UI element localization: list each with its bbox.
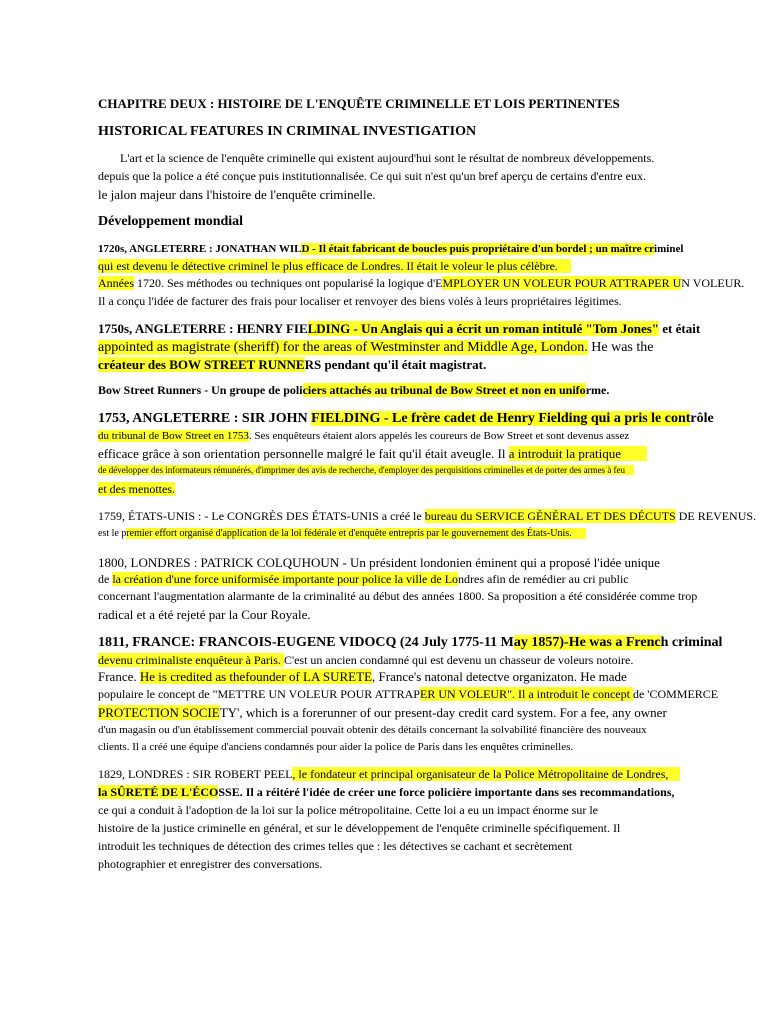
text-run: rme. bbox=[585, 383, 610, 397]
highlighted-text: ciers attachés au tribunal de Bow Street et non en unifo bbox=[302, 383, 586, 397]
text-run: populaire le concept de "METTRE UN VOLEUR POUR ATTRAP bbox=[98, 687, 420, 701]
entry-1800-line-1: 1800, LONDRES : PATRICK COLQUHOUN - Un président londonien éminent qui a proposé l'idée unique bbox=[98, 555, 660, 570]
entry-1829-line-4: histoire de la justice criminelle en général, et sur le développement de l'enquête criminelle spécifiquement. Il bbox=[98, 821, 621, 835]
intro-line-1: L'art et la science de l'enquête criminelle qui existent aujourd'hui sont le résultat de nombreux développements. bbox=[120, 151, 655, 165]
text-run: . Ses enquêteurs étaient alors appelés les coureurs de Bow Street et sont devenus assez bbox=[248, 430, 630, 442]
text-run: RS pendant qu'il était magistrat. bbox=[304, 357, 487, 372]
entry-1811-line-4 bbox=[98, 688, 718, 702]
text-run: est le p bbox=[98, 528, 127, 539]
intro-line-2: depuis que la police a été conçue puis institutionnalisée. Ce qui suit n'est qu'un bref aperçu de certains d'entre eux. bbox=[98, 169, 646, 183]
highlighted-text: devenu criminaliste enquêteur à Paris. bbox=[98, 653, 284, 667]
entry-1750-line-3 bbox=[98, 358, 486, 373]
entry-1720-line-1 bbox=[98, 243, 683, 256]
text-run: de 'COMMERCE bbox=[632, 687, 719, 701]
highlighted-text: remier effort organisé d'application de la loi fédérale et d'enquête entrepris par le gouvernement des États-Unis. bbox=[126, 528, 585, 539]
entry-1829-line-2 bbox=[98, 786, 674, 800]
chapter-heading: CHAPITRE DEUX : HISTOIRE DE L'ENQUÊTE CRIMINELLE ET LOIS PERTINENTES bbox=[98, 96, 620, 111]
text-run: et était bbox=[659, 321, 701, 336]
entry-1829-line-6: photographier et enregistrer des conversations. bbox=[98, 857, 323, 871]
text-run: 1829, LONDRES : SIR ROBERT PEEL bbox=[98, 767, 293, 781]
text-run: SSE. Il a réitéré l'idée de créer une force policière importante dans ses recommandations, bbox=[218, 785, 675, 799]
entry-1800-line-3: concernant l'augmentation alarmante de la criminalité au début des années 1800. Sa proposition a été considérée comme trop bbox=[98, 589, 698, 603]
text-run: 1720. Ses méthodes ou techniques ont popularisé la logique d'E bbox=[134, 276, 443, 290]
highlighted-text: bureau du SERVICE GÉNÉRAL ET DES DÉCUTS bbox=[424, 509, 676, 523]
highlighted-text: créateur des BOW STREET RUNNE bbox=[98, 357, 305, 372]
text-run: 1720s, ANGLETERRE : JONATHAN WIL bbox=[98, 243, 302, 255]
text-run: Bow Street Runners - Un groupe de poli bbox=[98, 383, 303, 397]
highlighted-text: qui est devenu le détective criminel le plus efficace de Londres. Il était le voleur le plus célèbre. bbox=[98, 259, 571, 273]
entry-1753-line-3 bbox=[98, 447, 647, 462]
text-run: TY', which is a forerunner of our present-day credit card system. For a fee, any owner bbox=[219, 705, 667, 720]
highlighted-text: et des menottes. bbox=[98, 482, 175, 496]
highlighted-text: la création d'une force uniformisée importante pour police la ville de Lo bbox=[112, 572, 459, 586]
text-run: efficace grâce à son orientation personnelle malgré le fait qu'il était aveugle. Il bbox=[98, 446, 509, 461]
text-run: 1750s, ANGLETERRE : HENRY FIE bbox=[98, 321, 308, 336]
text-run: 1811, FRANCE: FRANCOIS-EUGENE VIDOCQ (24 July 1775-11 M bbox=[98, 635, 514, 650]
entry-1829-line-1 bbox=[98, 768, 680, 782]
text-run: h criminal bbox=[660, 635, 723, 650]
entry-1753-line-2 bbox=[98, 430, 629, 443]
entry-1720-line-2 bbox=[98, 260, 571, 274]
text-run: C'est un ancien condamné qui est devenu un chasseur de voleurs notoire. bbox=[283, 653, 634, 667]
entry-1753-line-4 bbox=[98, 465, 634, 475]
entry-1829-line-3: ce qui a conduit à l'adoption de la loi sur la police métropolitaine. Cette loi a eu un impact énorme sur le bbox=[98, 803, 599, 817]
intro-line-3: le jalon majeur dans l'histoire de l'enquête criminelle. bbox=[98, 187, 376, 202]
highlighted-text: appointed as magistrate (sheriff) for the areas of Westminster and Middle Age, London. bbox=[98, 340, 588, 355]
bow-street-runners-line bbox=[98, 384, 609, 398]
entry-1811-line-1 bbox=[98, 635, 722, 651]
subtitle-heading: HISTORICAL FEATURES IN CRIMINAL INVESTIGATION bbox=[98, 124, 477, 139]
entry-1750-line-2 bbox=[98, 340, 653, 356]
entry-1800-line-2 bbox=[98, 573, 629, 587]
highlighted-text: MPLOYER UN VOLEUR POUR ATTRAPER U bbox=[442, 276, 682, 290]
entry-1753-line-5 bbox=[98, 483, 175, 497]
highlighted-text: LDING - Un Anglais qui a écrit un roman intitulé "Tom Jones" bbox=[307, 321, 660, 336]
entry-1811-line-6: d'un magasin ou d'un établissement commercial pouvait obtenir des détails concernant la solvabilité financière des nouveaux bbox=[98, 724, 647, 736]
section-title: Développement mondial bbox=[98, 214, 244, 229]
entry-1720-line-3 bbox=[98, 277, 744, 291]
entry-1720-line-4: Il a conçu l'idée de facturer des frais pour localiser et renvoyer des biens volés à leurs propriétaires légitimes. bbox=[98, 294, 622, 308]
highlighted-text: du tribunal de Bow Street en 1753 bbox=[98, 430, 249, 442]
text-run: N VOLEUR. bbox=[681, 276, 745, 290]
entry-1811-line-5 bbox=[98, 706, 667, 721]
text-run: He was the bbox=[587, 340, 654, 355]
text-run: , France's natonal detectve organizaton. He made bbox=[372, 669, 627, 684]
text-run: DE REVENUS. bbox=[675, 509, 757, 523]
text-run: de bbox=[98, 572, 113, 586]
entry-1750-line-1 bbox=[98, 322, 700, 337]
entry-1811-line-2 bbox=[98, 654, 633, 668]
highlighted-text: ay 1857)-He was a Frenc bbox=[513, 635, 661, 650]
highlighted-text: PROTECTION SOCIE bbox=[98, 705, 220, 720]
text-run: rôle bbox=[690, 411, 714, 426]
highlighted-text: Années bbox=[98, 276, 134, 290]
highlighted-text: de développer des informateurs rémunérés, d'imprimer des avis de recherche, d'employer des perquisitions criminelles et de porter des armes à feu bbox=[98, 465, 634, 475]
highlighted-text: D - Il était fabricant de boucles puis propriétaire d'un bordel ; un maître cr bbox=[301, 243, 655, 255]
entry-1811-line-3 bbox=[98, 670, 627, 685]
highlighted-text: He is credited as thefounder of LA SURETE bbox=[139, 669, 373, 684]
text-run: 1759, ÉTATS-UNIS : - Le CONGRÈS DES ÉTATS-UNIS a créé le bbox=[98, 509, 425, 523]
highlighted-text: , le fondateur et principal organisateur de la Police Métropolitaine de Londres, bbox=[292, 767, 680, 781]
text-run: iminel bbox=[654, 243, 684, 255]
highlighted-text: la SÛRETÉ DE L'ÉCO bbox=[98, 785, 219, 799]
entry-1753-line-1 bbox=[98, 411, 714, 427]
entry-1829-line-5: introduit les techniques de détection des crimes telles que : les détectives se cachant et secrètement bbox=[98, 839, 573, 853]
highlighted-text: ER UN VOLEUR". Il a introduit le concept bbox=[419, 687, 633, 701]
highlighted-text: a introduit la pratique bbox=[509, 446, 647, 461]
entry-1759-line-2 bbox=[98, 528, 586, 540]
text-run: ndres afin de remédier au cri public bbox=[458, 572, 629, 586]
text-run: France. bbox=[98, 669, 140, 684]
entry-1800-line-4: radical et a été rejeté par la Cour Royale. bbox=[98, 607, 311, 622]
entry-1811-line-7: clients. Il a créé une équipe d'anciens condamnés pour aider la police de Paris dans les enquêtes criminelles. bbox=[98, 741, 574, 753]
text-run: 1753, ANGLETERRE : SIR JOHN bbox=[98, 411, 312, 426]
highlighted-text: FIELDING - Le frère cadet de Henry Fielding qui a pris le cont bbox=[311, 411, 691, 426]
entry-1759-line-1 bbox=[98, 510, 756, 524]
